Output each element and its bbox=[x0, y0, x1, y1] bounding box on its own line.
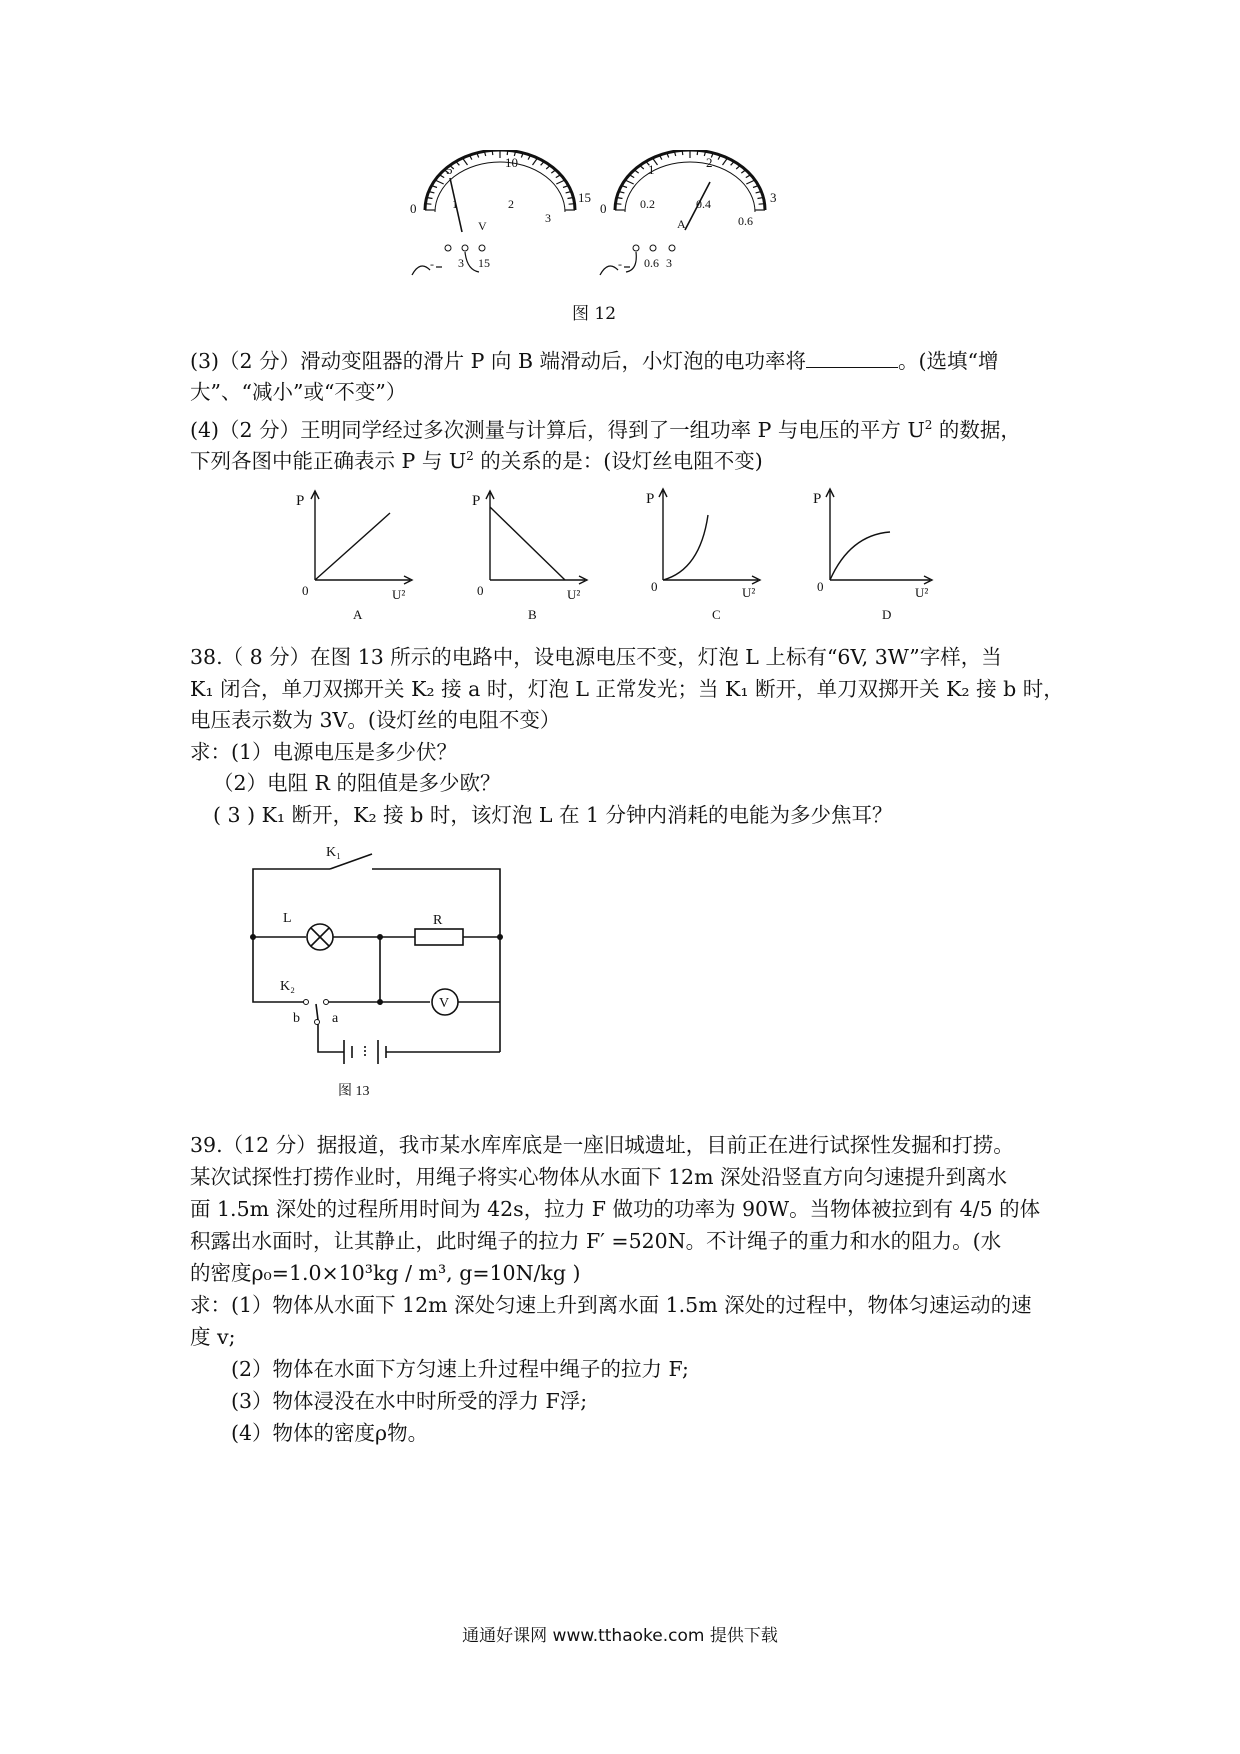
ammeter-dial bbox=[600, 150, 777, 275]
q39-line-4: 积露出水面时，让其静止，此时绳子的拉力 F′ =520N。不计绳子的重力和水的阻力。(水 bbox=[190, 1229, 1002, 1253]
graph-d-origin: 0 bbox=[817, 579, 824, 594]
voltmeter-lower-3: 3 bbox=[545, 211, 551, 225]
graph-c-option: C bbox=[712, 607, 721, 622]
graph-option-c[interactable] bbox=[646, 489, 760, 622]
dial-tick bbox=[556, 180, 565, 184]
voltmeter-scale-10: 10 bbox=[505, 155, 518, 170]
voltmeter-label: V bbox=[439, 996, 450, 1011]
dial-tick bbox=[615, 204, 621, 205]
q4-line2-sup: 2 bbox=[466, 449, 474, 463]
q39-ask-4: (4）物体的密度ρ物。 bbox=[231, 1421, 429, 1445]
resistor-label: R bbox=[433, 913, 443, 928]
q4-sup: 2 bbox=[924, 418, 933, 432]
dial-tick bbox=[551, 170, 555, 173]
graph-option-d[interactable] bbox=[813, 489, 932, 622]
figure-12-meters bbox=[400, 150, 820, 300]
q4-line-2 bbox=[190, 441, 763, 476]
graph-a-option: A bbox=[353, 607, 363, 622]
figure-13-caption: 图 13 bbox=[338, 1084, 370, 1099]
q3-line-1 bbox=[190, 346, 999, 376]
q3-line-2: 大”、“减小”或“不变”） bbox=[190, 380, 407, 404]
graph-b-line bbox=[490, 507, 565, 580]
voltmeter-terminal-15: 15 bbox=[478, 256, 490, 270]
dial-tick bbox=[741, 170, 745, 173]
dial-tick bbox=[492, 150, 493, 155]
q4-line-1 bbox=[190, 410, 1021, 445]
ammeter-terminal-06: 0.6 bbox=[644, 256, 659, 270]
q38-ask-2: （2）电阻 R 的阻值是多少欧？ bbox=[213, 771, 501, 795]
dial-tick bbox=[569, 204, 575, 205]
q3-text-pre: (3)（2 分）滑动变阻器的滑片 P 向 B 端滑动后，小灯泡的电功率将 bbox=[190, 349, 807, 373]
q39-line-1: 39.（12 分）据报道，我市某水库库底是一座旧城遗址，目前正在进行试探性发掘和打捞。 bbox=[190, 1133, 1014, 1157]
ammeter-lower-04: 0.4 bbox=[696, 197, 711, 211]
ammeter-terminal-neg: - bbox=[618, 257, 622, 271]
dial-tick bbox=[425, 204, 431, 205]
voltmeter-scale-5: 5 bbox=[446, 162, 453, 177]
voltmeter-dial bbox=[410, 150, 591, 275]
graph-b-xlabel: U² bbox=[567, 587, 581, 602]
dial-tick bbox=[634, 170, 638, 173]
graph-a-line bbox=[315, 513, 390, 580]
dial-tick bbox=[736, 165, 740, 169]
ammeter-scale-1: 1 bbox=[648, 162, 655, 177]
graph-c-origin: 0 bbox=[651, 579, 658, 594]
ammeter-symbol: A bbox=[677, 217, 686, 231]
dial-tick bbox=[533, 158, 538, 165]
q38-ask-3: ( 3 ) K₁ 断开，K₂ 接 b 时，该灯泡 L 在 1 分钟内消耗的电能为多少焦耳？ bbox=[213, 803, 893, 827]
dial-tick bbox=[439, 175, 444, 178]
q3-text-post: 。(选填“增 bbox=[898, 349, 999, 373]
voltmeter-terminal-3: 3 bbox=[458, 256, 464, 270]
q39-line-3: 面 1.5m 深处的过程所用时间为 42s，拉力 F 做功的功率为 90W。当物体被拉到有 4/5 的体 bbox=[190, 1197, 1041, 1221]
graph-a-origin: 0 bbox=[302, 583, 309, 598]
graph-b-option: B bbox=[528, 607, 537, 622]
graph-c-xlabel: U² bbox=[742, 585, 756, 600]
ammeter-lower-06: 0.6 bbox=[738, 214, 753, 228]
voltmeter-scale-0: 0 bbox=[410, 201, 417, 216]
dial-tick bbox=[625, 180, 634, 184]
figure-12-caption: 图 12 bbox=[572, 304, 617, 324]
ammeter-lower-02: 0.2 bbox=[640, 197, 655, 211]
k1-label: K₁ bbox=[326, 845, 341, 860]
graph-d-ylabel: P bbox=[813, 491, 822, 507]
q38-line-1: 38.（ 8 分）在图 13 所示的电路中，设电源电压不变，灯泡 L 上标有“6V, 3W”字样，当 bbox=[190, 645, 1002, 669]
figure-13-circuit bbox=[240, 842, 520, 1102]
dial-tick bbox=[759, 204, 765, 205]
q38-ask-1: 求：(1）电源电压是多少伏？ bbox=[190, 740, 458, 764]
graph-a-xlabel: U² bbox=[392, 587, 406, 602]
dial-tick bbox=[640, 165, 644, 169]
voltmeter-scale-15: 15 bbox=[578, 190, 591, 205]
k2-label: K₂ bbox=[280, 979, 295, 994]
page-footer: 通通好课网 www.tthaoke.com 提供下载 bbox=[462, 1626, 778, 1646]
q39-ask-3: (3）物体浸没在水中时所受的浮力 F浮; bbox=[231, 1389, 588, 1413]
contact-a-label: a bbox=[332, 1011, 339, 1026]
graph-option-a[interactable] bbox=[296, 491, 412, 622]
q39-line-2: 某次试探性打捞作业时，用绳子将实心物体从水面下 12m 深处沿竖直方向匀速提升到离水 bbox=[190, 1165, 1008, 1189]
contact-b-label: b bbox=[293, 1011, 300, 1026]
dial-tick bbox=[682, 150, 683, 155]
dial-tick bbox=[435, 180, 444, 184]
q4-text-post: 的数据， bbox=[932, 417, 1021, 442]
q4-text-pre: (4)（2 分）王明同学经过多次测量与计算后，得到了一组功率 P 与电压的平方 U bbox=[190, 417, 925, 442]
voltmeter-lower-2: 2 bbox=[508, 197, 514, 211]
voltmeter-symbol: V bbox=[478, 219, 487, 233]
graph-d-curve bbox=[830, 532, 890, 580]
q39-ask-1: 求：(1）物体从水面下 12m 深处匀速上升到离水面 1.5m 深处的过程中，物体匀速运动的速 bbox=[190, 1293, 1032, 1317]
q38-line-3: 电压表示数为 3V。(设灯丝的电阻不变） bbox=[190, 708, 561, 732]
dial-tick bbox=[629, 175, 634, 178]
lamp-label: L bbox=[283, 911, 292, 926]
graph-b-ylabel: P bbox=[472, 493, 481, 509]
q4-line2-post: 的关系的是：(设灯丝电阻不变) bbox=[473, 448, 763, 473]
graph-a-ylabel: P bbox=[296, 493, 305, 509]
dial-tick bbox=[546, 165, 550, 169]
p-u2-graphs bbox=[280, 485, 960, 625]
dial-tick bbox=[723, 158, 728, 165]
graph-d-option: D bbox=[882, 607, 892, 622]
graph-b-origin: 0 bbox=[477, 583, 484, 598]
dial-tick bbox=[556, 175, 561, 178]
q4-line2-pre: 下列各图中能正确表示 P 与 U bbox=[190, 448, 467, 473]
q39-line-5: 的密度ρ₀=1.0×10³kg / m³, g=10N/kg ) bbox=[190, 1261, 581, 1285]
q38-line-2: K₁ 闭合，单刀双掷开关 K₂ 接 a 时，灯泡 L 正常发光；当 K₁ 断开，单刀双掷开关 K₂ 接 b 时， bbox=[190, 677, 1064, 701]
resistor-icon bbox=[415, 929, 463, 945]
graph-option-b[interactable] bbox=[472, 491, 587, 622]
q39-ask-2: (2）物体在水面下方匀速上升过程中绳子的拉力 F; bbox=[231, 1357, 689, 1381]
ammeter-scale-2: 2 bbox=[706, 155, 713, 170]
voltmeter-terminal-neg: - bbox=[430, 257, 434, 271]
graph-d-xlabel: U² bbox=[915, 585, 929, 600]
graph-c-curve bbox=[663, 515, 708, 580]
k2-switch-blade bbox=[316, 1004, 318, 1020]
ammeter-scale-0: 0 bbox=[600, 201, 607, 216]
graph-c-ylabel: P bbox=[646, 491, 655, 507]
voltmeter-lower-1: 1 bbox=[452, 197, 458, 211]
dial-tick bbox=[697, 150, 698, 155]
dial-tick bbox=[463, 158, 468, 165]
ammeter-terminal-3: 3 bbox=[666, 256, 672, 270]
dial-tick bbox=[746, 180, 755, 184]
dial-tick bbox=[746, 175, 751, 178]
q39-ask-1b: 度 v; bbox=[190, 1325, 236, 1349]
ammeter-scale-3: 3 bbox=[770, 190, 777, 205]
q3-answer-blank[interactable] bbox=[806, 349, 898, 368]
